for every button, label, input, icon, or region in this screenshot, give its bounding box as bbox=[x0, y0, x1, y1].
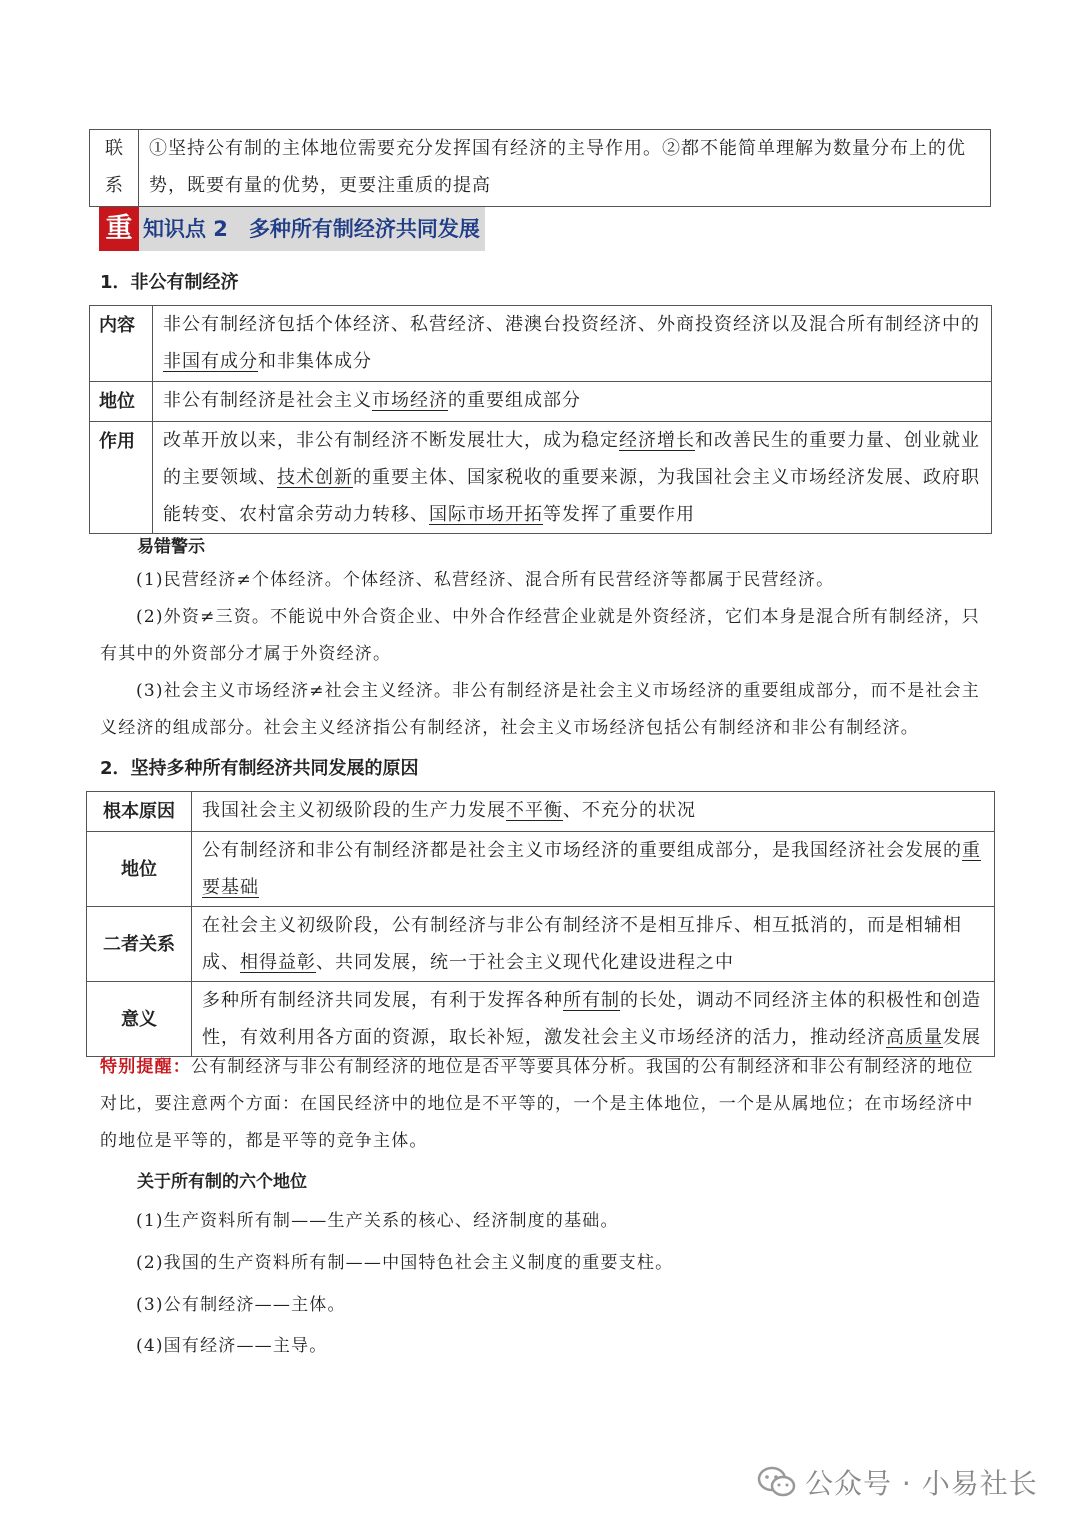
reminder-text: 公有制经济与非公有制经济的地位是否平等要具体分析。我国的公有制经济和非公有制经济的地位对比，要注意两个方面：在国民经济中的地位是不平等的，一个是主体地位，一个是从属地位；在市场经济中的地位是平等的，都是平等的竞争主体。 bbox=[100, 1057, 974, 1151]
relation-label-1: 联 bbox=[105, 138, 123, 159]
underlined-term: 所有制 bbox=[563, 990, 620, 1011]
watermark-text: 公众号 · 小易社长 bbox=[805, 1467, 1038, 1500]
row-content bbox=[153, 306, 992, 382]
row-label bbox=[90, 306, 153, 382]
row-content bbox=[192, 907, 995, 982]
relation-label-2: 系 bbox=[105, 175, 123, 196]
underlined-term: 市场经济 bbox=[372, 390, 448, 411]
row-content bbox=[153, 422, 992, 534]
row-label bbox=[87, 832, 192, 907]
row-text: 、共同发展，统一于社会主义现代化建设进程之中 bbox=[316, 952, 734, 973]
knowledge-banner bbox=[99, 207, 485, 251]
row-label-text: 二者关系 bbox=[103, 933, 175, 955]
row-text: 的重要组成部分 bbox=[448, 390, 581, 411]
relation-label-cell bbox=[90, 130, 139, 207]
section1-heading: 1．非公有制经济 bbox=[100, 272, 239, 293]
row-label-text: 地位 bbox=[99, 391, 135, 412]
row-content bbox=[192, 792, 995, 832]
row-label-text: 内容 bbox=[99, 315, 135, 336]
warning-item-3: (3)社会主义市场经济≠社会主义经济。非公有制经济是社会主义市场经济的重要组成部分，而不是社会主义经济的组成部分。社会主义经济指公有制经济，社会主义市场经济包括公有制经济和非公有制经济。 bbox=[100, 681, 980, 738]
row-label-text: 作用 bbox=[99, 431, 135, 452]
table-row bbox=[87, 832, 995, 907]
row-label bbox=[87, 907, 192, 982]
warning-item-2: (2)外资≠三资。不能说中外合资企业、中外合作经营企业就是外资经济，它们本身是混合所有制经济，只有其中的外资部分才属于外资经济。 bbox=[100, 607, 980, 664]
row-text: 的重要主体、国家税收的重要来源，为我国社会主义市场经济发展、政府职能转变、农村富余劳动力转移、 bbox=[163, 467, 980, 525]
row-label bbox=[87, 792, 192, 832]
warning-title: 易错警示 bbox=[137, 537, 205, 557]
special-reminder bbox=[100, 1049, 990, 1160]
row-text: 非公有制经济是社会主义 bbox=[163, 390, 372, 411]
position-item-3: (3)公有制经济——主体。 bbox=[136, 1295, 346, 1315]
row-label-text: 意义 bbox=[121, 1008, 157, 1030]
watermark bbox=[757, 1462, 1038, 1502]
underlined-term: 国际市场开拓 bbox=[429, 504, 543, 525]
row-text: 等发挥了重要作用 bbox=[543, 504, 695, 525]
section2-heading: 2．坚持多种所有制经济共同发展的原因 bbox=[100, 758, 419, 779]
row-label bbox=[90, 422, 153, 534]
row-text: 在社会主义初级阶段，公有制经济与非公有制经济不是相互排斥、相互抵消的，而是相辅相成、 bbox=[202, 915, 962, 973]
row-text: 多种所有制经济共同发展，有利于发挥各种 bbox=[202, 990, 563, 1011]
reminder-label: 特别提醒： bbox=[100, 1057, 191, 1077]
position-item-4: (4)国有经济——主导。 bbox=[136, 1336, 328, 1356]
warning-item-1: (1)民营经济≠个体经济。个体经济、私营经济、混合所有民营经济等都属于民营经济。 bbox=[136, 570, 835, 590]
row-label-text: 地位 bbox=[121, 858, 157, 880]
row-label bbox=[87, 982, 192, 1057]
underlined-term: 高质量 bbox=[886, 1027, 943, 1048]
underlined-term: 重要基础 bbox=[202, 840, 981, 898]
row-text: 和改善民生的重要力量、创业就业的主要领域、 bbox=[163, 430, 980, 488]
underlined-term: 技术创新 bbox=[277, 467, 353, 488]
relation-text-cell bbox=[139, 130, 991, 207]
row-label bbox=[90, 382, 153, 422]
row-text: 非公有制经济包括个体经济、私营经济、港澳台投资经济、外商投资经济以及混合所有制经济中的 bbox=[163, 314, 980, 335]
row-text: 和非集体成分 bbox=[258, 351, 372, 372]
row-content bbox=[192, 832, 995, 907]
reasons-table bbox=[86, 791, 995, 1057]
table-row bbox=[90, 306, 992, 382]
knowledge-title: 知识点 2 多种所有制经济共同发展 bbox=[143, 217, 480, 241]
wechat-icon bbox=[757, 1465, 797, 1499]
table-row bbox=[90, 382, 992, 422]
row-text: 我国社会主义初级阶段的生产力发展 bbox=[202, 800, 506, 821]
row-text: 发展 bbox=[943, 1027, 981, 1048]
table-row bbox=[90, 422, 992, 534]
underlined-term: 相得益彰 bbox=[240, 952, 316, 973]
position-item-2: (2)我国的生产资料所有制——中国特色社会主义制度的重要支柱。 bbox=[136, 1253, 674, 1273]
relation-text-2: 势，既要有量的优势，更要注重质的提高 bbox=[149, 175, 491, 196]
table-row bbox=[87, 792, 995, 832]
non-public-table bbox=[89, 305, 992, 534]
row-text: 公有制经济和非公有制经济都是社会主义市场经济的重要组成部分，是我国经济社会发展的 bbox=[202, 840, 962, 861]
underlined-term: 非国有成分 bbox=[163, 351, 258, 372]
position-item-1: (1)生产资料所有制——生产关系的核心、经济制度的基础。 bbox=[136, 1211, 619, 1231]
row-label-text: 根本原因 bbox=[103, 801, 175, 822]
underlined-term: 经济增长 bbox=[619, 430, 695, 451]
underlined-term: 不平衡 bbox=[506, 800, 563, 821]
six-positions-title: 关于所有制的六个地位 bbox=[137, 1172, 307, 1192]
relation-text-1: ①坚持公有制的主体地位需要充分发挥国有经济的主导作用。②都不能简单理解为数量分布上的优 bbox=[149, 138, 966, 159]
row-text: 改革开放以来，非公有制经济不断发展壮大，成为稳定 bbox=[163, 430, 619, 451]
row-text: 的长处，调动不同经济主体的积极性和创造性，有效利用各方面的资源，取长补短，激发社会主义市场经济的活力，推动经济 bbox=[202, 990, 981, 1048]
row-content bbox=[192, 982, 995, 1057]
table-row bbox=[87, 982, 995, 1057]
key-badge: 重 bbox=[99, 207, 139, 251]
relation-table bbox=[89, 129, 991, 207]
row-text: 、不充分的状况 bbox=[563, 800, 696, 821]
table-row bbox=[87, 907, 995, 982]
row-content bbox=[153, 382, 992, 422]
